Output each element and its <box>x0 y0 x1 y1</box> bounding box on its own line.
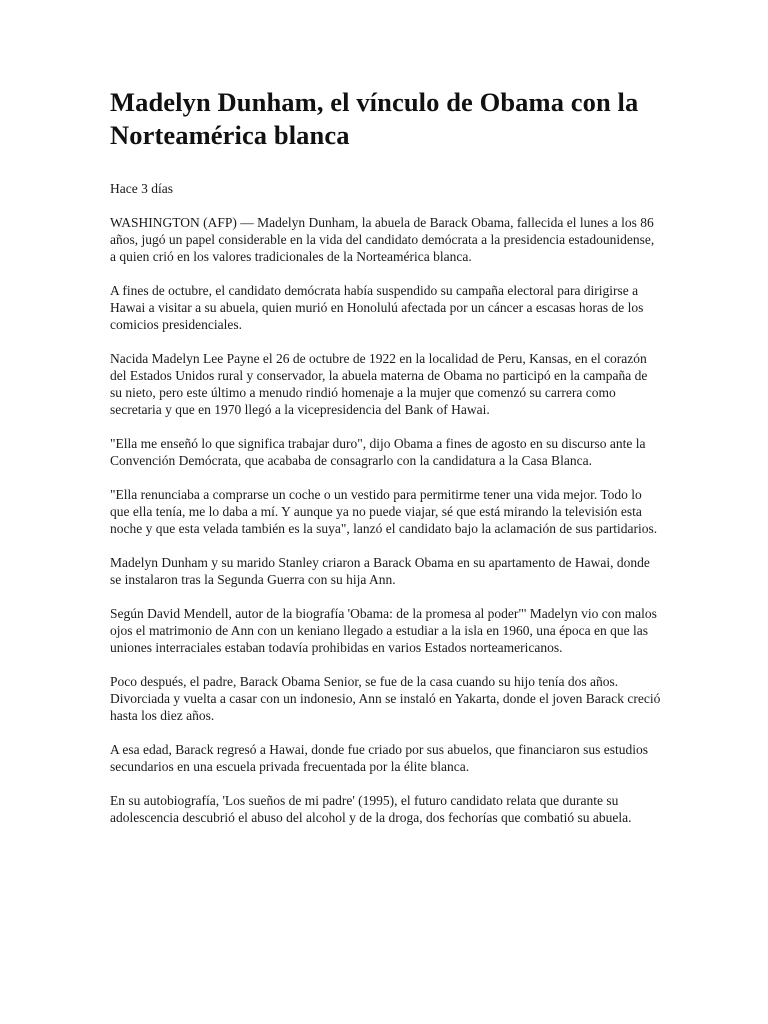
article-paragraph: A fines de octubre, el candidato demócrata había suspendido su campaña electoral para dirigirse a Hawai a visitar a su abuela, quien murió en Honolulú afectada por un cáncer a escasas horas de los comicios presidenciales. <box>110 283 644 332</box>
article-paragraph: "Ella me enseñó lo que significa trabajar duro", dijo Obama a fines de agosto en su discurso ante la Convención Demócrata, que acababa de consagrarlo con la candidatura a la Casa Blanca. <box>110 436 646 468</box>
article-paragraph: Según David Mendell, autor de la biografía 'Obama: de la promesa al poder"' Madelyn vio con malos ojos el matrimonio de Ann con un keniano llegado a estudiar a la isla en 1960, una época en que las uniones interraciales estaban todavía prohibidas en varios Estados norteamericanos. <box>110 606 657 655</box>
article-date: Hace 3 días <box>110 181 173 196</box>
article-headline: Madelyn Dunham, el vínculo de Obama con la Norteamérica blanca <box>110 87 639 150</box>
article-paragraph: Madelyn Dunham y su marido Stanley criaron a Barack Obama en su apartamento de Hawai, donde se instalaron tras la Segunda Guerra con su hija Ann. <box>110 555 650 587</box>
article-paragraph: Poco después, el padre, Barack Obama Senior, se fue de la casa cuando su hijo tenía dos años. Divorciada y vuelta a casar con un indonesio, Ann se instaló en Yakarta, donde el joven Barack creció hasta los diez años. <box>110 674 661 723</box>
article <box>110 86 662 843</box>
article-paragraph: Nacida Madelyn Lee Payne el 26 de octubre de 1922 en la localidad de Peru, Kansas, en el corazón del Estados Unidos rural y conservador, la abuela materna de Obama no participó en la campaña de su nieto, pero este último a menudo rindió homenaje a la mujer que comenzó su carrera como secretaria y que en 1970 llegó a la vicepresidencia del Bank of Hawai. <box>110 351 648 417</box>
article-paragraph: En su autobiografía, 'Los sueños de mi padre' (1995), el futuro candidato relata que durante su adolescencia descubrió el abuso del alcohol y de la droga, dos fechorías que combatió su abuela. <box>110 793 632 825</box>
article-paragraph: "Ella renunciaba a comprarse un coche o un vestido para permitirme tener una vida mejor. Todo lo que ella tenía, me lo daba a mí. Y aunque ya no puede viajar, sé que está mirando la televisión esta noche y que esta velada también es la suya", lanzó el candidato bajo la aclamación de sus partidarios. <box>110 487 658 536</box>
article-paragraph: WASHINGTON (AFP) — Madelyn Dunham, la abuela de Barack Obama, fallecida el lunes a los 86 años, jugó un papel considerable en la vida del candidato demócrata a la presidencia estadounidense, a quien crió en los valores tradicionales de la Norteamérica blanca. <box>110 215 655 264</box>
article-paragraph: A esa edad, Barack regresó a Hawai, donde fue criado por sus abuelos, que financiaron sus estudios secundarios en una escuela privada frecuentada por la élite blanca. <box>110 742 648 774</box>
